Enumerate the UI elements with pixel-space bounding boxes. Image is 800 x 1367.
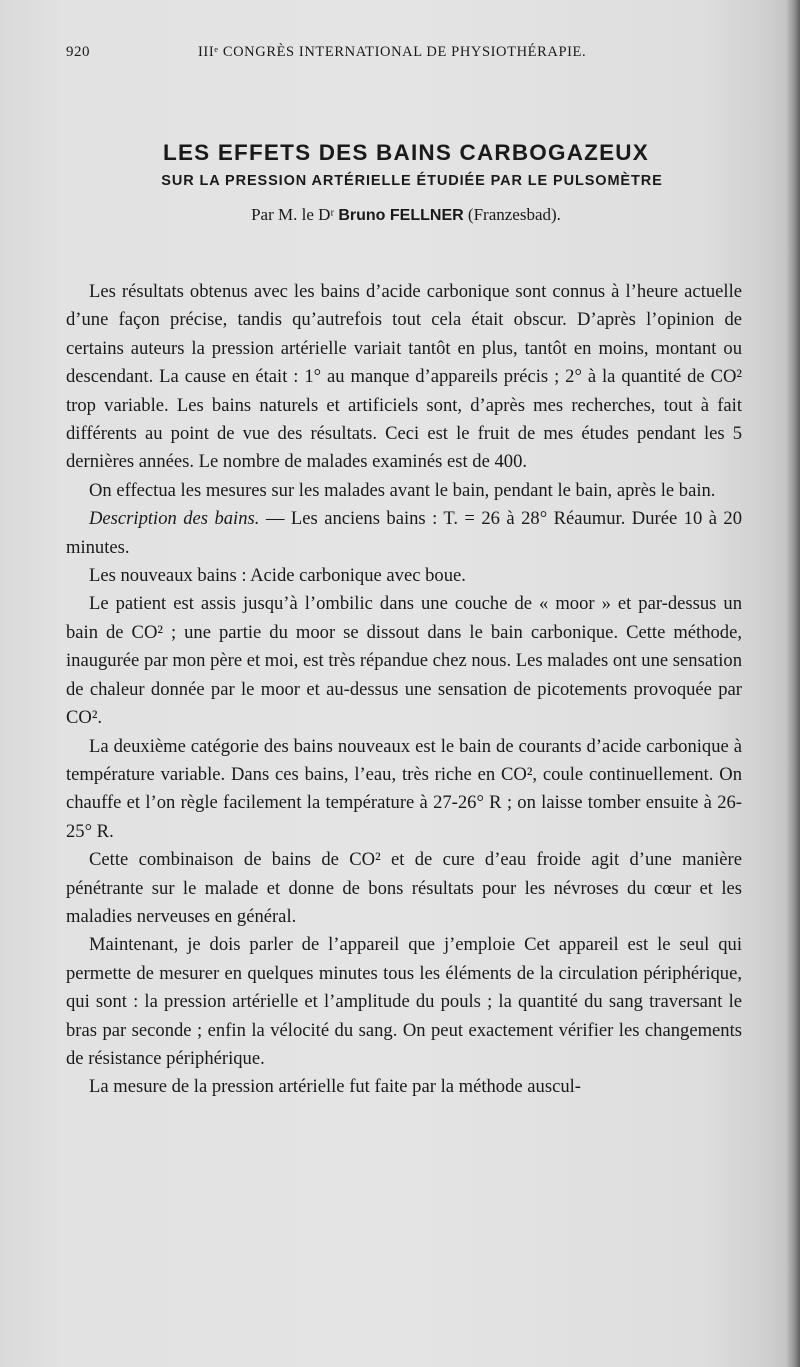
- byline-location: (Franzesbad).: [463, 205, 561, 224]
- article-body: [66, 278, 742, 1102]
- section-label-description: Description des bains.: [89, 508, 260, 530]
- byline-prefix: Par M. le Dʳ: [251, 205, 339, 224]
- paragraph-3: [66, 505, 742, 562]
- page-number: 920: [66, 44, 90, 60]
- paragraph-3-text: — Les anciens bains : T. = 26 à 28° Réaumur. Durée 10 à 20 minutes.: [66, 508, 742, 558]
- article-subtitle: SUR LA PRESSION ARTÉRIELLE ÉTUDIÉE PAR LE PULSOMÈTRE: [161, 173, 663, 189]
- paragraph-7: Cette combinaison de bains de CO² et de cure d’eau froide agit d’une manière pénétrante sur le malade et donne de bons résultats pour les névroses du cœur et les maladies nerveuses en général.: [66, 849, 742, 927]
- article-byline: [0, 205, 800, 225]
- paragraph-4: Les nouveaux bains : Acide carbonique avec boue.: [89, 565, 466, 587]
- running-header: [66, 44, 746, 68]
- paragraph-2: On effectua les mesures sur les malades avant le bain, pendant le bain, après le bain.: [89, 479, 716, 501]
- paragraph-5: Le patient est assis jusqu’à l’ombilic dans une couche de « moor » et par-dessus un bain de CO² ; une partie du moor se dissout dans le bain carbonique. Cette méthode, inaugurée par mon père et moi, est très répandue chez nous. Les malades ont une sensation de chaleur donnée par le moor et au-dessus une sensation de picotements provoquée par CO².: [66, 593, 742, 729]
- paragraph-9: La mesure de la pression artérielle fut faite par la méthode auscul-: [89, 1076, 581, 1098]
- author-name: Bruno FELLNER: [338, 207, 464, 224]
- paragraph-1: Les résultats obtenus avec les bains d’acide carbonique sont connus à l’heure actuelle d’une façon précise, tandis qu’autrefois tout cela était obscur. D’après l’opinion de certains auteurs la pression artérielle variait tantôt en plus, tantôt en moins, montant ou descendant. La cause en était : 1° au manque d’appareils précis ; 2° à la quantité de CO² trop variable. Les bains naturels et artificiels sont, d’après mes recherches, tout à fait différents au point de vue des résultats. Ceci est le fruit de mes études pendant les 5 dernières années. Le nombre de malades examinés est de 400.: [66, 281, 742, 473]
- running-title: IIIᵉ CONGRÈS INTERNATIONAL DE PHYSIOTHÉRAPIE.: [198, 44, 587, 60]
- paragraph-8: Maintenant, je dois parler de l’appareil que j’emploie Cet appareil est le seul qui permette de mesurer en quelques minutes tous les éléments de la circulation périphérique, qui sont : la pression artérielle et l’amplitude du pouls ; la quantité du sang traversant le bras par seconde ; enfin la vélocité du sang. On peut exactement vérifier les changements de résistance périphérique.: [66, 934, 742, 1069]
- article-title: LES EFFETS DES BAINS CARBOGAZEUX: [163, 140, 649, 165]
- paragraph-6: La deuxième catégorie des bains nouveaux est le bain de courants d’acide carbonique à température variable. Dans ces bains, l’eau, très riche en CO², coule continuellement. On chauffe et l’on règle facilement la température à 27-26° R ; on laisse tomber ensuite à 26-25° R.: [66, 735, 742, 842]
